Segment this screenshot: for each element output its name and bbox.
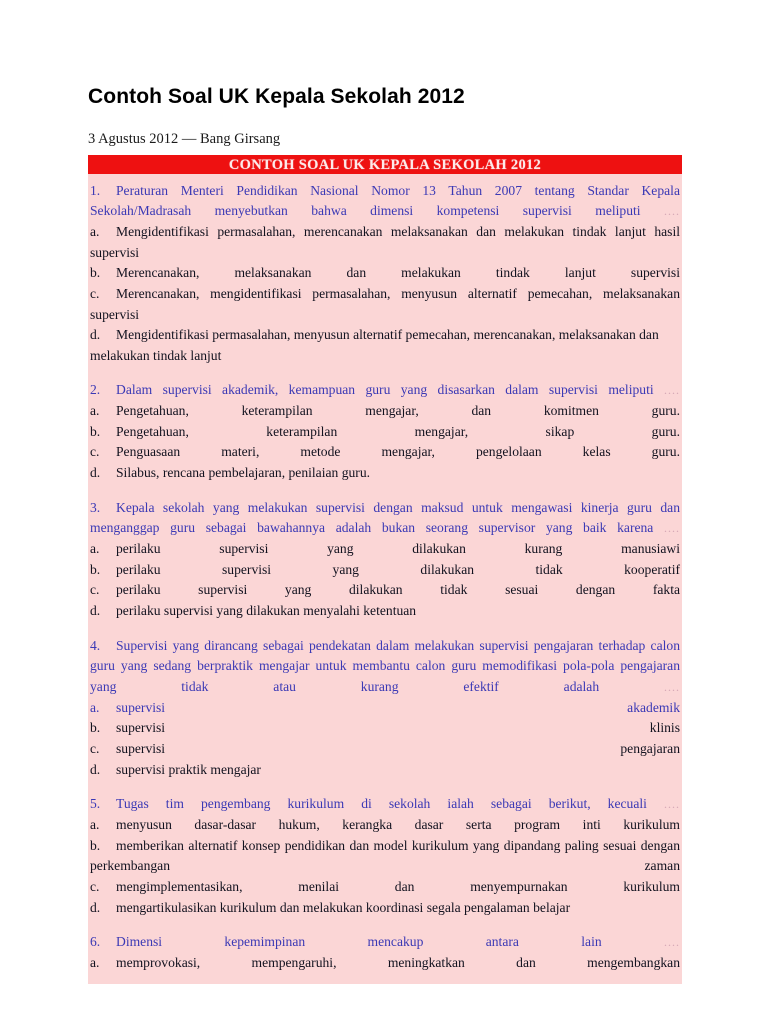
option-text: mengimplementasikan, menilai dan menyempurnakan kurikulum — [116, 878, 680, 894]
question-prompt — [90, 636, 680, 698]
answer-option[interactable] — [90, 263, 680, 284]
option-text: Mengidentifikasi permasalahan, menyusun alternatif pemecahan, merencanakan, melaksanakan dan melakukan tindak lanjut — [90, 327, 659, 363]
answer-option[interactable] — [90, 815, 680, 836]
trailing-ellipsis: .... — [664, 204, 680, 219]
page-title: Contoh Soal UK Kepala Sekolah 2012 — [88, 85, 465, 108]
answer-option[interactable] — [90, 442, 680, 463]
option-text: perilaku supervisi yang dilakukan tidak kooperatif — [116, 561, 680, 577]
option-text: Merencanakan, melaksanakan dan melakukan tindak lanjut supervisi — [116, 265, 680, 281]
banner-bar — [88, 155, 682, 174]
question-number: 5. — [90, 796, 101, 812]
option-marker: d. — [90, 327, 101, 343]
question-text: Dalam supervisi akademik, kemampuan guru yang disasarkan dalam supervisi meliputi — [116, 382, 654, 398]
trailing-ellipsis: .... — [664, 383, 680, 398]
option-text: Penguasaan materi, metode mengajar, pengelolaan kelas guru. — [116, 444, 680, 460]
option-marker: b. — [90, 720, 101, 736]
option-marker: b. — [90, 423, 101, 439]
option-marker: c. — [90, 878, 100, 894]
trailing-ellipsis: .... — [664, 680, 680, 695]
option-text: supervisi klinis — [116, 720, 680, 736]
option-text: supervisi pengajaran — [116, 740, 680, 756]
question-group — [90, 794, 680, 918]
answer-option[interactable] — [90, 601, 680, 622]
question-prompt — [90, 380, 680, 401]
option-text: Pengetahuan, keterampilan mengajar, sikap guru. — [116, 423, 680, 439]
option-marker: b. — [90, 561, 101, 577]
question-group — [90, 181, 680, 367]
question-group — [90, 932, 680, 973]
answer-option[interactable] — [90, 739, 680, 760]
question-text: Peraturan Menteri Pendidikan Nasional Nomor 13 Tahun 2007 tentang Standar Kepala Sekolah/Madrasah menyebutkan bahwa dimensi kompetensi supervisi meliputi — [90, 182, 680, 219]
question-prompt — [90, 498, 680, 539]
answer-option[interactable] — [90, 284, 680, 325]
question-text: Supervisi yang dirancang sebagai pendekatan dalam melakukan supervisi pengajaran terhadap calon guru yang sedang berpraktik mengajar untuk membantu calon guru memodifikasi pola-pola pengajaran yang tidak atau kurang efektif adalah — [90, 637, 680, 695]
answer-option[interactable] — [90, 877, 680, 898]
option-marker: a. — [90, 541, 100, 557]
option-marker: a. — [90, 816, 100, 832]
option-marker: d. — [90, 899, 101, 915]
option-text: mengartikulasikan kurikulum dan melakukan koordinasi segala pengalaman belajar — [116, 899, 571, 915]
option-text: memprovokasi, mempengaruhi, meningkatkan dan mengembangkan — [116, 954, 680, 970]
question-text: Kepala sekolah yang melakukan supervisi dengan maksud untuk mengawasi kinerja guru dan menganggap guru sebagai bawahannya adalah bukan seorang supervisor yang baik karena — [90, 499, 680, 536]
byline: 3 Agustus 2012 — Bang Girsang — [88, 131, 281, 148]
answer-option[interactable] — [90, 222, 680, 263]
option-marker: b. — [90, 837, 101, 853]
question-number: 3. — [90, 499, 101, 515]
option-text: perilaku supervisi yang dilakukan kurang manusiawi — [116, 541, 680, 557]
answer-option[interactable] — [90, 953, 680, 974]
option-text: menyusun dasar-dasar hukum, kerangka dasar serta program inti kurikulum — [116, 816, 680, 832]
option-marker: a. — [90, 699, 100, 715]
option-text: perilaku supervisi yang dilakukan tidak sesuai dengan fakta — [116, 582, 680, 598]
option-marker: a. — [90, 223, 100, 239]
question-text: Dimensi kepemimpinan mencakup antara lain — [116, 934, 602, 950]
question-group — [90, 498, 680, 622]
question-number: 6. — [90, 934, 101, 950]
question-number: 4. — [90, 637, 101, 653]
option-text: Silabus, rencana pembelajaran, penilaian guru. — [116, 465, 371, 481]
option-marker: b. — [90, 265, 101, 281]
option-marker: c. — [90, 740, 100, 756]
trailing-ellipsis: .... — [664, 521, 681, 536]
option-text: Pengetahuan, keterampilan mengajar, dan komitmen guru. — [116, 403, 680, 419]
option-text: perilaku supervisi yang dilakukan menyalahi ketentuan — [116, 603, 417, 619]
banner-title: CONTOH SOAL UK KEPALA SEKOLAH 2012 — [228, 156, 542, 173]
question-prompt — [90, 794, 680, 815]
question-prompt — [90, 932, 680, 953]
option-marker: d. — [90, 761, 101, 777]
answer-option[interactable] — [90, 836, 680, 877]
question-number: 2. — [90, 382, 101, 398]
question-number: 1. — [90, 182, 101, 198]
option-marker: d. — [90, 603, 101, 619]
option-text: supervisi praktik mengajar — [116, 761, 261, 777]
trailing-ellipsis: .... — [664, 935, 680, 950]
answer-option[interactable] — [90, 580, 680, 601]
trailing-ellipsis: .... — [664, 797, 680, 812]
answer-option[interactable] — [90, 560, 680, 581]
quiz-content-block — [88, 174, 682, 984]
question-group — [90, 636, 680, 781]
question-text: Tugas tim pengembang kurikulum di sekolah ialah sebagai berikut, kecuali — [116, 796, 647, 812]
answer-option[interactable] — [90, 898, 680, 919]
option-marker: c. — [90, 444, 100, 460]
option-marker: c. — [90, 582, 100, 598]
answer-option[interactable] — [90, 718, 680, 739]
answer-option[interactable] — [90, 539, 680, 560]
option-text: supervisi akademik — [116, 699, 680, 715]
question-prompt — [90, 181, 680, 222]
answer-option[interactable] — [90, 325, 680, 366]
answer-option[interactable] — [90, 760, 680, 781]
option-text: Mengidentifikasi permasalahan, merencanakan melaksanakan dan melakukan tindak lanjut hasil supervisi — [90, 223, 680, 260]
option-marker: d. — [90, 465, 101, 481]
option-text: Merencanakan, mengidentifikasi permasalahan, menyusun alternatif pemecahan, melaksanakan supervisi — [90, 285, 680, 322]
answer-option[interactable] — [90, 463, 680, 484]
answer-option[interactable] — [90, 698, 680, 719]
option-marker: c. — [90, 285, 100, 301]
option-marker: a. — [90, 954, 100, 970]
question-group — [90, 380, 680, 483]
option-text: memberikan alternatif konsep pendidikan dan model kurikulum yang dipandang paling sesuai dengan perkembangan zaman — [90, 837, 680, 874]
answer-option[interactable] — [90, 422, 680, 443]
option-marker: a. — [90, 403, 100, 419]
answer-option[interactable] — [90, 401, 680, 422]
